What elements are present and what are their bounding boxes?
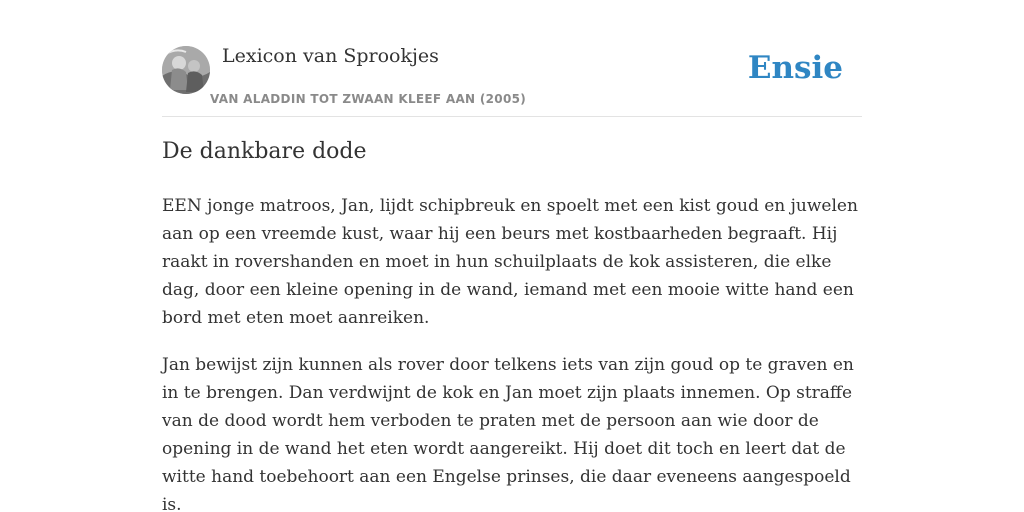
paragraph-2 <box>162 351 862 512</box>
entry-title: De dankbare dode <box>162 139 367 164</box>
paragraph-line: aan op een vreemde kust, waar hij een beurs met kostbaarheden begraaft. Hij <box>162 224 838 244</box>
paragraph-line: raakt in rovershanden en moet in hun schuilplaats de kok assisteren, die elke <box>162 252 832 272</box>
entry-body <box>162 192 862 512</box>
paragraph-line: van de dood wordt hem verboden te praten met de persoon aan wie door de <box>162 411 819 431</box>
paragraph-line: EEN jonge matroos, Jan, lijdt schipbreuk en spoelt met een kist goud en juwelen <box>162 196 858 216</box>
paragraph-1 <box>162 192 862 332</box>
book-illustration-avatar-icon[interactable] <box>162 46 210 94</box>
paragraph-line: Jan bewijst zijn kunnen als rover door telkens iets van zijn goud op te graven en <box>162 355 854 375</box>
paragraph-line: bord met eten moet aanreiken. <box>162 308 430 328</box>
paragraph-line: dag, door een kleine opening in de wand, iemand met een mooie witte hand een <box>162 280 854 300</box>
header <box>162 40 862 117</box>
paragraph-line: in te brengen. Dan verdwijnt de kok en Jan moet zijn plaats innemen. Op straffe <box>162 383 853 403</box>
book-subtitle: VAN ALADDIN TOT ZWAAN KLEEF AAN (2005) <box>210 92 527 106</box>
paragraph-line: witte hand toebehoort aan een Engelse prinses, die daar eveneens aangespoeld <box>162 467 851 487</box>
paragraph-line: is. <box>162 495 182 512</box>
ensie-logo-link[interactable]: Ensie <box>747 50 843 86</box>
book-title-link[interactable]: Lexicon van Sprookjes <box>222 45 439 67</box>
paragraph-line: opening in de wand het eten wordt aangereikt. Hij doet dit toch en leert dat de <box>162 439 846 459</box>
avatar-illustration <box>162 46 210 94</box>
